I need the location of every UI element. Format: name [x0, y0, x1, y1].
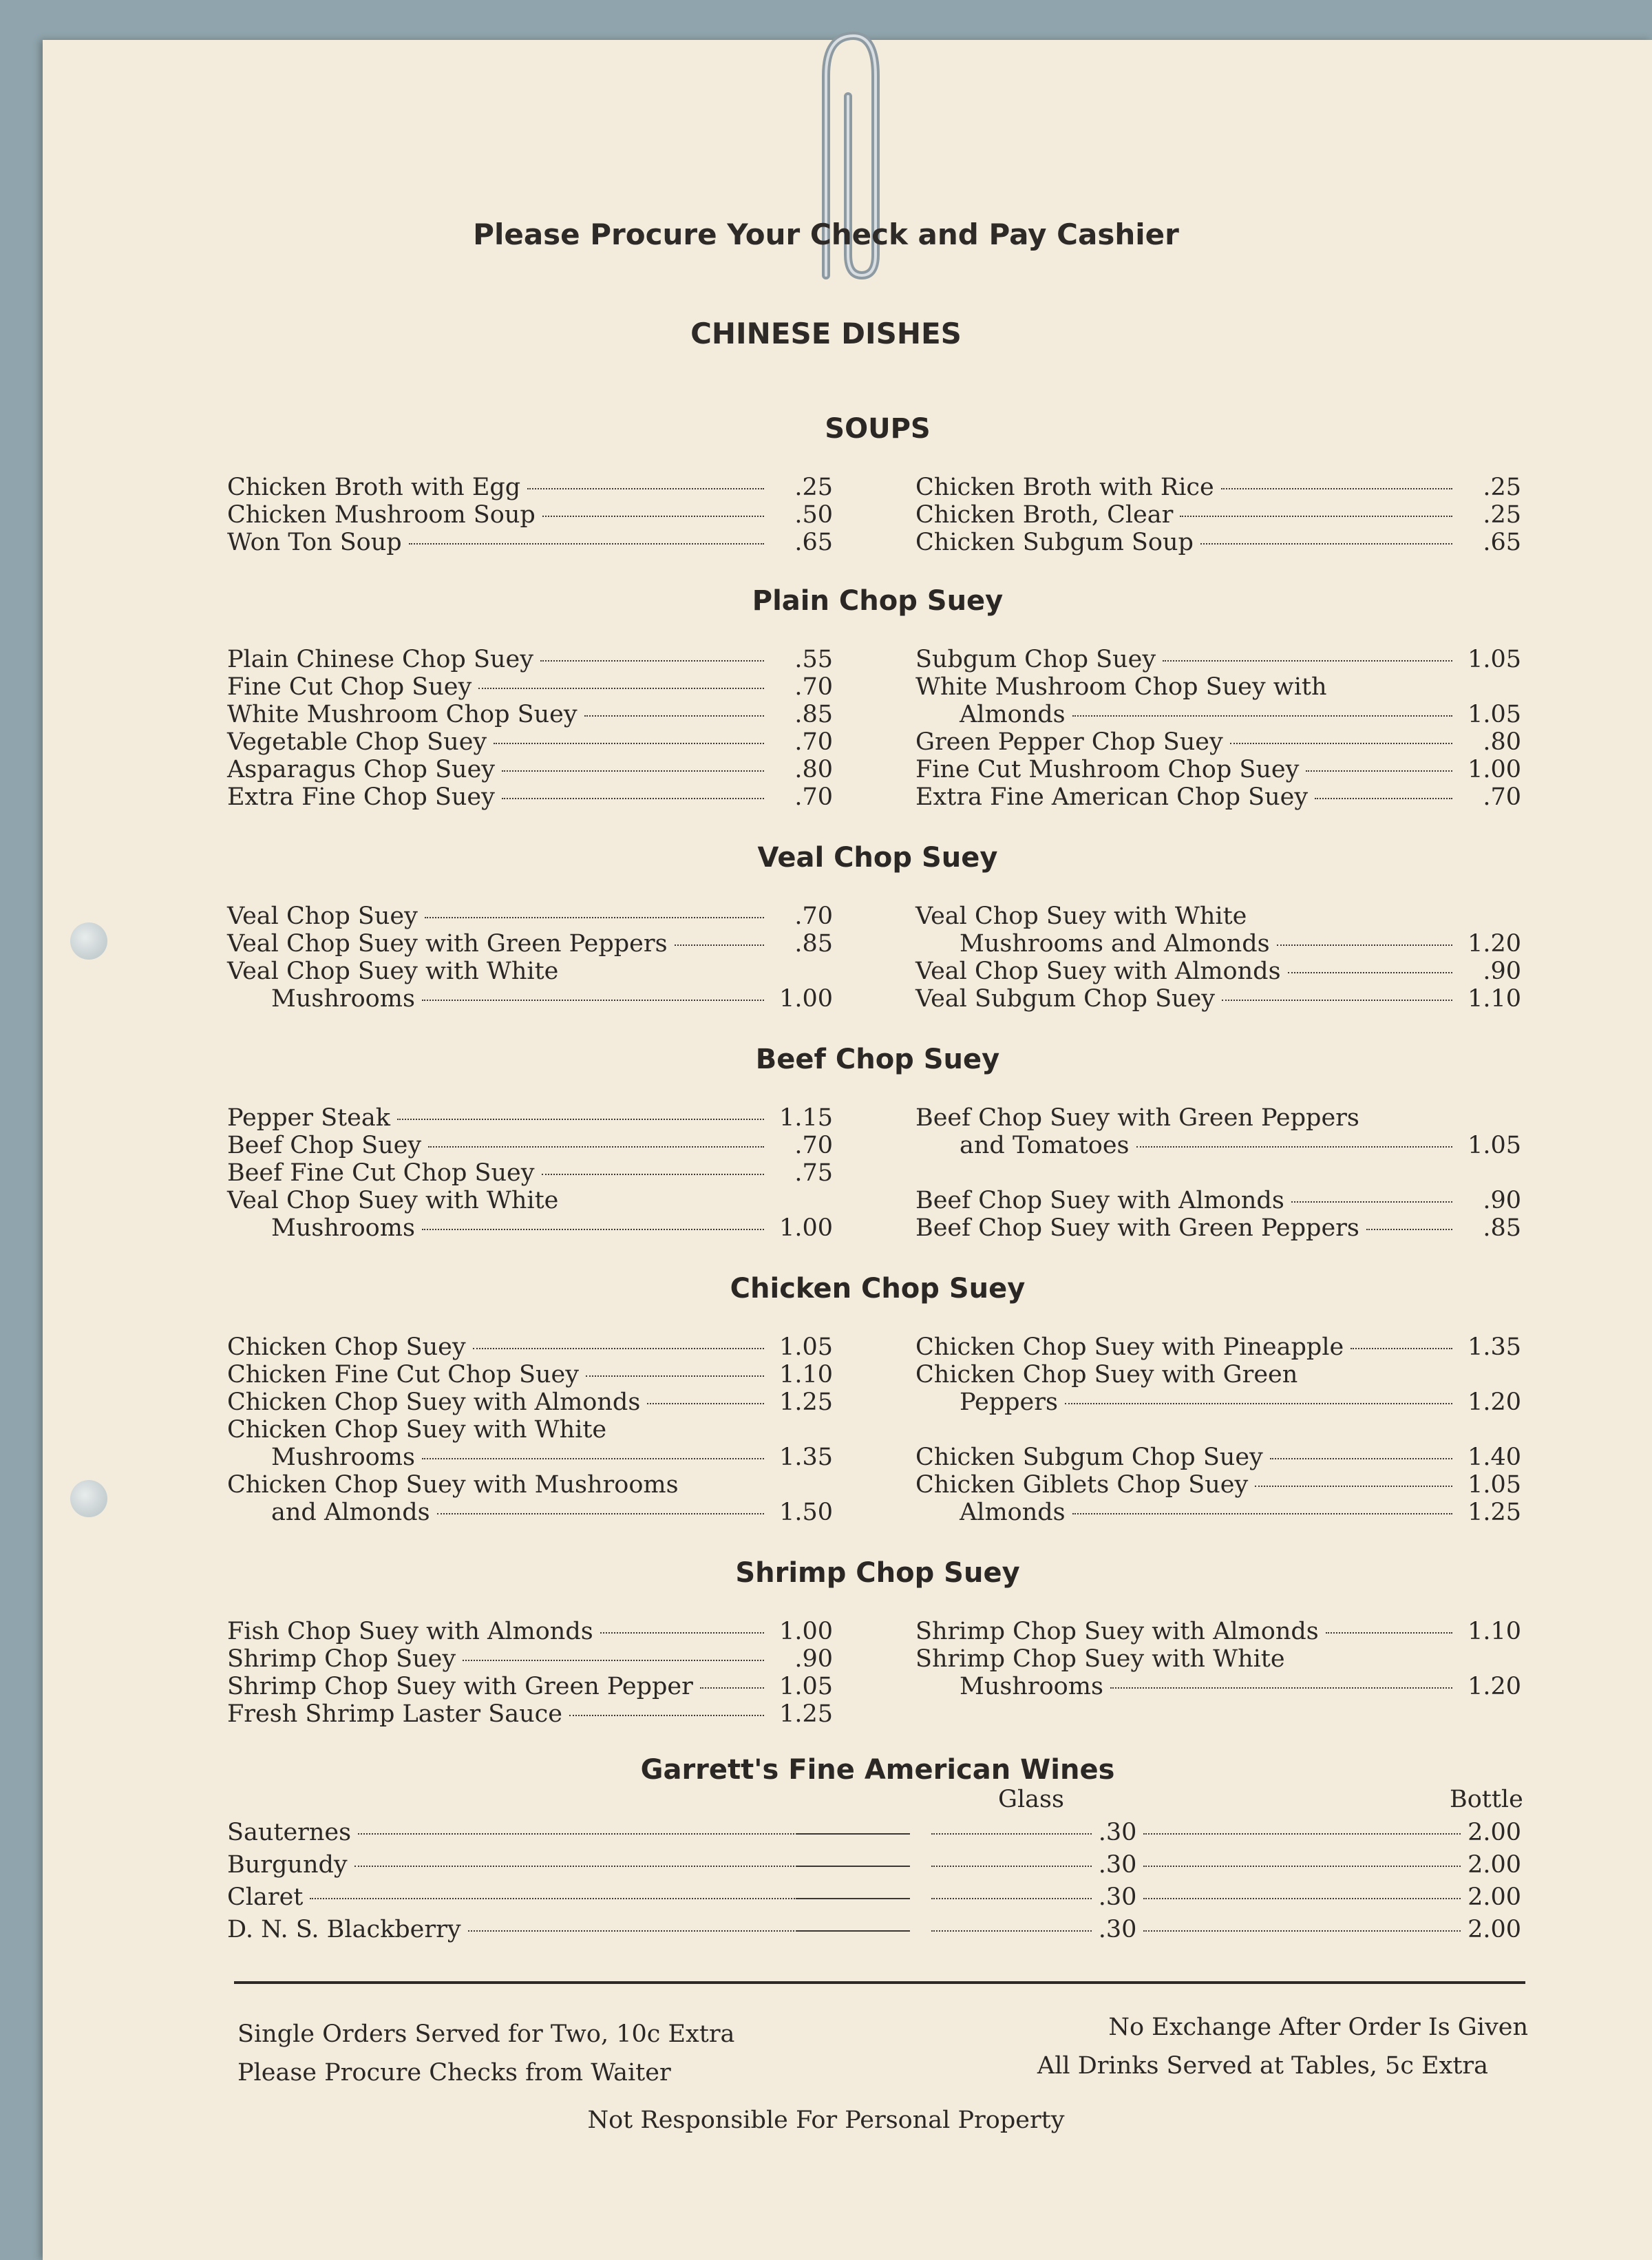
wine-bottle-cell	[1136, 1819, 1521, 1846]
dot-leader	[1315, 798, 1452, 799]
item-name: Shrimp Chop Suey with Almonds	[915, 1618, 1319, 1645]
dot-leader	[1221, 488, 1452, 489]
item-price: 1.00	[1468, 756, 1521, 783]
item-name: Veal Subgum Chop Suey	[915, 985, 1216, 1013]
menu-item	[915, 474, 1521, 501]
menu-item	[227, 1645, 833, 1673]
dot-leader	[540, 660, 764, 662]
item-price: 1.05	[1468, 646, 1521, 673]
menu-item	[227, 756, 833, 783]
menu-item	[915, 673, 1521, 701]
menu-columns	[227, 474, 1521, 556]
dot-leader	[527, 488, 764, 489]
item-price: .90	[1483, 958, 1521, 985]
dot-leader	[468, 1930, 798, 1932]
rule-segment	[797, 1866, 910, 1867]
item-name: Chicken Subgum Chop Suey	[915, 1444, 1263, 1471]
menu-columns	[227, 1104, 1521, 1242]
dot-leader	[1180, 516, 1452, 517]
dot-leader	[1326, 1632, 1452, 1634]
item-name: White Mushroom Chop Suey	[227, 701, 578, 728]
item-name: Extra Fine American Chop Suey	[915, 783, 1309, 811]
item-price: 1.35	[1468, 1333, 1521, 1361]
item-name: Mushrooms	[271, 1444, 415, 1471]
menu-item	[227, 902, 833, 930]
wine-name: Claret	[227, 1883, 304, 1911]
dot-leader	[463, 1660, 764, 1661]
menu-item	[227, 701, 833, 728]
item-name: Pepper Steak	[227, 1104, 390, 1132]
item-price: 1.00	[779, 1214, 833, 1242]
footer-note: Please Procure Checks from Waiter	[237, 2059, 671, 2087]
dot-leader	[586, 1375, 764, 1377]
dot-leader	[1277, 944, 1452, 946]
item-name: Chicken Chop Suey with Mushrooms	[227, 1471, 679, 1499]
item-price: 1.00	[779, 1618, 833, 1645]
section-title: Beef Chop Suey	[755, 1044, 1000, 1075]
menu-item	[227, 1159, 833, 1187]
dot-leader	[542, 1174, 764, 1175]
item-price: 1.10	[1468, 1618, 1521, 1645]
item-name: Mushrooms and Almonds	[960, 930, 1270, 958]
menu-item	[915, 501, 1521, 529]
dot-leader	[437, 1513, 764, 1514]
spacer	[915, 1159, 1521, 1187]
wine-item	[227, 1916, 1521, 1948]
dot-leader	[931, 1898, 1092, 1899]
menu-item	[227, 1416, 833, 1444]
dot-leader	[931, 1930, 1092, 1932]
menu-item	[915, 1361, 1521, 1388]
dot-leader	[397, 1119, 764, 1120]
item-name: Fine Cut Mushroom Chop Suey	[915, 756, 1300, 783]
dot-leader	[1270, 1458, 1452, 1459]
dot-leader	[1072, 1513, 1452, 1514]
item-name: Peppers	[960, 1388, 1058, 1416]
dot-leader	[358, 1833, 797, 1835]
bottle-header: Bottle	[1450, 1786, 1523, 1813]
dot-leader	[502, 798, 764, 799]
dot-leader	[1143, 1898, 1461, 1899]
item-price: .85	[794, 701, 833, 728]
dot-leader	[1110, 1687, 1452, 1689]
item-price: .55	[794, 646, 833, 673]
item-name: Mushrooms	[960, 1673, 1103, 1700]
menu-item	[227, 1361, 833, 1388]
wine-name-cell	[227, 1883, 797, 1911]
wine-list	[227, 1819, 1521, 1948]
wine-name-cell	[227, 1916, 797, 1943]
section-plain-chop-suey	[227, 585, 1521, 811]
section-title: Chicken Chop Suey	[730, 1273, 1026, 1305]
footer-note: No Exchange After Order Is Given	[1108, 2014, 1528, 2041]
item-name: Subgum Chop Suey	[915, 646, 1156, 673]
menu-item	[227, 1499, 833, 1526]
dot-leader	[310, 1898, 797, 1899]
dot-leader	[494, 743, 764, 744]
menu-item	[915, 1187, 1521, 1214]
item-name: Plain Chinese Chop Suey	[227, 646, 533, 673]
menu-columns	[227, 902, 1521, 1013]
dot-leader	[931, 1866, 1092, 1867]
wine-name: Sauternes	[227, 1819, 352, 1846]
menu-item	[227, 1333, 833, 1361]
dot-leader	[1136, 1146, 1452, 1148]
menu-item	[227, 1388, 833, 1416]
item-name: Fine Cut Chop Suey	[227, 673, 472, 701]
item-name: Almonds	[960, 1499, 1066, 1526]
wine-bottle-price: 2.00	[1468, 1916, 1522, 1943]
item-price: .90	[1483, 1187, 1521, 1214]
item-price: 1.20	[1468, 1673, 1521, 1700]
wine-bottle-price: 2.00	[1468, 1851, 1522, 1879]
wine-name-cell	[227, 1819, 797, 1846]
dot-leader	[1143, 1866, 1461, 1867]
menu-item	[227, 1673, 833, 1700]
item-price: 1.25	[779, 1388, 833, 1416]
dot-leader	[422, 1458, 764, 1459]
menu-item	[915, 701, 1521, 728]
menu-item	[915, 1104, 1521, 1132]
menu-item	[915, 783, 1521, 811]
item-name: Veal Chop Suey with Almonds	[915, 958, 1281, 985]
item-price: 1.50	[779, 1499, 833, 1526]
wine-bottle-cell	[1136, 1883, 1521, 1911]
item-name: Shrimp Chop Suey with Green Pepper	[227, 1673, 693, 1700]
section-beef-chop-suey	[227, 1044, 1521, 1242]
rule-segment	[797, 1930, 910, 1932]
footer-center: Not Responsible For Personal Property	[587, 2106, 1065, 2134]
item-price: .70	[794, 728, 833, 756]
dot-leader	[425, 917, 764, 918]
dot-leader	[1351, 1348, 1452, 1349]
item-name: Chicken Broth with Rice	[915, 474, 1214, 501]
menu-item	[227, 529, 833, 556]
item-price: .80	[794, 756, 833, 783]
menu-item	[227, 985, 833, 1013]
footer-note: Single Orders Served for Two, 10c Extra	[237, 2020, 735, 2048]
item-price: 1.35	[779, 1444, 833, 1471]
menu-columns	[227, 1333, 1521, 1526]
binder-hole	[70, 1480, 107, 1517]
dot-leader	[542, 516, 764, 517]
item-name: Chicken Chop Suey with Pineapple	[915, 1333, 1344, 1361]
dot-leader	[1291, 1201, 1452, 1203]
item-name: Veal Chop Suey with White	[915, 902, 1247, 930]
item-price: 1.05	[1468, 1132, 1521, 1159]
item-name: Chicken Mushroom Soup	[227, 501, 536, 529]
dot-leader	[1255, 1486, 1452, 1487]
item-price: .70	[1483, 783, 1521, 811]
dot-leader	[1072, 715, 1452, 717]
item-price: .80	[1483, 728, 1521, 756]
dot-leader	[422, 1000, 764, 1001]
menu-item	[227, 1444, 833, 1471]
menu-item	[915, 1618, 1521, 1645]
item-name: Veal Chop Suey	[227, 902, 418, 930]
menu-column-right	[915, 646, 1521, 811]
wine-glass-cell	[924, 1916, 1136, 1943]
item-price: 1.05	[779, 1333, 833, 1361]
dot-leader	[1230, 743, 1452, 744]
glass-header: Glass	[998, 1786, 1064, 1813]
item-price: 1.05	[779, 1673, 833, 1700]
item-name: Beef Chop Suey with Almonds	[915, 1187, 1284, 1214]
menu-item	[915, 1214, 1521, 1242]
menu-column-left	[227, 474, 833, 556]
item-name: Chicken Fine Cut Chop Suey	[227, 1361, 580, 1388]
item-name: Asparagus Chop Suey	[227, 756, 496, 783]
dot-leader	[354, 1866, 798, 1867]
item-name: Chicken Broth, Clear	[915, 501, 1174, 529]
dot-leader	[1306, 770, 1452, 772]
item-price: 1.05	[1468, 1471, 1521, 1499]
menu-item	[227, 930, 833, 958]
item-name: Shrimp Chop Suey	[227, 1645, 456, 1673]
menu-item	[915, 1444, 1521, 1471]
item-name: Beef Chop Suey with Green Peppers	[915, 1104, 1359, 1132]
menu-item	[227, 1187, 833, 1214]
menu-columns	[227, 1618, 1521, 1728]
menu-item	[915, 1645, 1521, 1673]
item-name: Chicken Chop Suey	[227, 1333, 466, 1361]
dot-leader	[569, 1715, 764, 1716]
wine-glass-price: .30	[1098, 1851, 1137, 1879]
dot-leader	[1222, 1000, 1452, 1001]
dot-leader	[600, 1632, 764, 1634]
item-name: and Tomatoes	[960, 1132, 1130, 1159]
dot-leader	[409, 543, 764, 545]
menu-item	[227, 1618, 833, 1645]
item-name: Won Ton Soup	[227, 529, 402, 556]
section-title: Plain Chop Suey	[752, 585, 1004, 617]
dot-leader	[1366, 1229, 1452, 1230]
item-price: .85	[1483, 1214, 1521, 1242]
item-price: .70	[794, 673, 833, 701]
footer-note: All Drinks Served at Tables, 5c Extra	[1037, 2052, 1488, 2080]
wine-name-cell	[227, 1851, 797, 1879]
menu-item	[915, 1388, 1521, 1416]
section-title: SOUPS	[825, 413, 931, 445]
wine-bottle-cell	[1136, 1851, 1521, 1879]
item-price: .70	[794, 783, 833, 811]
item-name: Mushrooms	[271, 985, 415, 1013]
menu-item	[227, 1700, 833, 1728]
item-name: Mushrooms	[271, 1214, 415, 1242]
item-name: Almonds	[960, 701, 1066, 728]
wine-glass-cell	[924, 1819, 1136, 1846]
section-title: Veal Chop Suey	[757, 842, 998, 874]
rule-segment	[797, 1833, 910, 1835]
menu-column-left	[227, 1333, 833, 1526]
dot-leader	[584, 715, 764, 717]
menu-item	[915, 930, 1521, 958]
dot-leader	[478, 688, 764, 689]
menu-column-right	[915, 1618, 1521, 1728]
rule-segment	[797, 1898, 910, 1899]
spacer	[915, 1416, 1521, 1444]
item-name: Shrimp Chop Suey with White	[915, 1645, 1285, 1673]
menu-item	[915, 958, 1521, 985]
menu-item	[227, 958, 833, 985]
wine-glass-cell	[924, 1883, 1136, 1911]
dot-leader	[931, 1833, 1092, 1835]
dot-leader	[428, 1146, 764, 1148]
dot-leader	[675, 944, 764, 946]
section-shrimp-chop-suey	[227, 1557, 1521, 1728]
wine-bottle-cell	[1136, 1916, 1521, 1943]
item-price: .75	[794, 1159, 833, 1187]
item-price: .85	[794, 930, 833, 958]
item-name: Green Pepper Chop Suey	[915, 728, 1223, 756]
item-price: .65	[1483, 529, 1521, 556]
item-name: Chicken Chop Suey with Almonds	[227, 1388, 641, 1416]
menu-item	[227, 501, 833, 529]
item-name: Chicken Chop Suey with Green	[915, 1361, 1298, 1388]
item-name: Chicken Subgum Soup	[915, 529, 1194, 556]
menu-item	[915, 985, 1521, 1013]
wine-item	[227, 1819, 1521, 1851]
item-name: White Mushroom Chop Suey with	[915, 673, 1327, 701]
wine-bottle-price: 2.00	[1468, 1883, 1522, 1911]
dot-leader	[1163, 660, 1452, 662]
item-price: 1.20	[1468, 930, 1521, 958]
item-price: .25	[1483, 501, 1521, 529]
menu-item	[227, 673, 833, 701]
wine-item	[227, 1851, 1521, 1883]
menu-item	[227, 1132, 833, 1159]
dot-leader	[502, 770, 764, 772]
item-price: .90	[794, 1645, 833, 1673]
menu-item	[915, 756, 1521, 783]
dot-leader	[1288, 972, 1452, 973]
item-price: 1.25	[779, 1700, 833, 1728]
section-wines	[227, 1754, 1521, 1948]
wine-item	[227, 1883, 1521, 1916]
menu-item	[227, 728, 833, 756]
section-soups	[227, 413, 1521, 556]
wine-glass-price: .30	[1098, 1883, 1137, 1911]
wine-glass-price: .30	[1098, 1819, 1137, 1846]
item-price: 1.10	[779, 1361, 833, 1388]
item-price: 1.15	[779, 1104, 833, 1132]
item-price: .25	[1483, 474, 1521, 501]
item-price: 1.05	[1468, 701, 1521, 728]
menu-column-right	[915, 1104, 1521, 1242]
item-price: 1.10	[1468, 985, 1521, 1013]
menu-item	[915, 1132, 1521, 1159]
item-price: .50	[794, 501, 833, 529]
item-name: and Almonds	[271, 1499, 430, 1526]
menu-item	[915, 902, 1521, 930]
menu-item	[227, 1104, 833, 1132]
wine-name: Burgundy	[227, 1851, 348, 1879]
wine-glass-cell	[924, 1851, 1136, 1879]
menu-item	[227, 1471, 833, 1499]
item-price: .70	[794, 1132, 833, 1159]
menu-item	[227, 474, 833, 501]
menu-item	[915, 1333, 1521, 1361]
item-name: Veal Chop Suey with White	[227, 1187, 559, 1214]
page-title: CHINESE DISHES	[690, 317, 962, 350]
item-name: Veal Chop Suey with Green Peppers	[227, 930, 668, 958]
menu-column-right	[915, 902, 1521, 1013]
menu-item	[915, 1673, 1521, 1700]
dot-leader	[473, 1348, 764, 1349]
divider	[234, 1981, 1525, 1984]
footer-right	[1037, 2008, 1528, 2085]
item-price: .70	[794, 902, 833, 930]
menu-item	[915, 529, 1521, 556]
menu-item	[227, 1214, 833, 1242]
wines-title: Garrett's Fine American Wines	[640, 1754, 1115, 1786]
menu-item	[227, 646, 833, 673]
dot-leader	[1065, 1403, 1452, 1404]
item-price: .65	[794, 529, 833, 556]
dot-leader	[647, 1403, 764, 1404]
item-name: Vegetable Chop Suey	[227, 728, 487, 756]
item-name: Fish Chop Suey with Almonds	[227, 1618, 593, 1645]
dot-leader	[1143, 1930, 1461, 1932]
item-name: Fresh Shrimp Laster Sauce	[227, 1700, 562, 1728]
item-price: 1.25	[1468, 1499, 1521, 1526]
menu-item	[915, 728, 1521, 756]
wine-bottle-price: 2.00	[1468, 1819, 1522, 1846]
item-name: Chicken Broth with Egg	[227, 474, 521, 501]
section-veal-chop-suey	[227, 842, 1521, 1013]
item-name: Extra Fine Chop Suey	[227, 783, 495, 811]
header-title: Please Procure Your Check and Pay Cashier	[473, 218, 1179, 251]
menu-column-left	[227, 902, 833, 1013]
item-name: Beef Fine Cut Chop Suey	[227, 1159, 535, 1187]
menu-column-right	[915, 1333, 1521, 1526]
item-name: Chicken Giblets Chop Suey	[915, 1471, 1249, 1499]
item-name: Beef Chop Suey with Green Peppers	[915, 1214, 1359, 1242]
menu-columns	[227, 646, 1521, 811]
item-price: 1.00	[779, 985, 833, 1013]
item-name: Beef Chop Suey	[227, 1132, 422, 1159]
item-price: 1.20	[1468, 1388, 1521, 1416]
menu-column-left	[227, 1618, 833, 1728]
menu-item	[915, 1471, 1521, 1499]
dot-leader	[422, 1229, 764, 1230]
section-title: Shrimp Chop Suey	[735, 1557, 1020, 1589]
section-chicken-chop-suey	[227, 1273, 1521, 1526]
menu-column-left	[227, 646, 833, 811]
wine-name: D. N. S. Blackberry	[227, 1916, 461, 1943]
menu-item	[227, 783, 833, 811]
dot-leader	[1143, 1833, 1461, 1835]
wine-glass-price: .30	[1098, 1916, 1137, 1943]
menu-item	[915, 646, 1521, 673]
item-name: Chicken Chop Suey with White	[227, 1416, 607, 1444]
footer-left	[237, 2015, 734, 2092]
item-price: 1.40	[1468, 1444, 1521, 1471]
binder-hole	[70, 922, 107, 960]
menu-item	[915, 1499, 1521, 1526]
dot-leader	[1200, 543, 1452, 545]
dot-leader	[700, 1687, 764, 1689]
menu-column-left	[227, 1104, 833, 1242]
item-name: Veal Chop Suey with White	[227, 958, 559, 985]
item-price: .25	[794, 474, 833, 501]
menu-column-right	[915, 474, 1521, 556]
